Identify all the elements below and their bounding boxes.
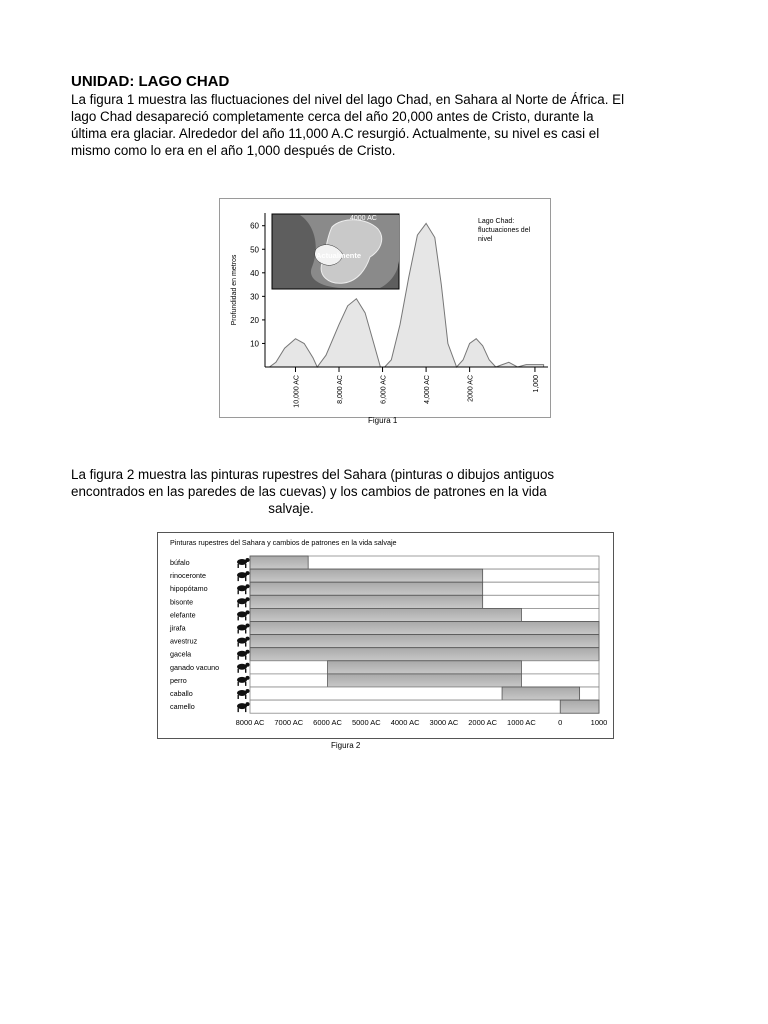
rock-paintings-chart — [157, 532, 614, 739]
animal-silhouette-icon — [237, 637, 250, 647]
figure1-caption: Figura 1 — [368, 416, 398, 425]
icon-leg — [245, 669, 246, 673]
icon-leg — [238, 682, 239, 686]
animal-silhouette-icon — [237, 558, 250, 568]
animal-silhouette-icon — [237, 702, 250, 712]
bar-2 — [250, 582, 483, 595]
icon-leg — [245, 564, 246, 568]
figure2-caption: Figura 2 — [331, 741, 361, 750]
x-tick-label: 4,000 AC — [424, 375, 432, 404]
icon-leg — [238, 643, 239, 647]
x-tick-label: 0 — [558, 718, 563, 728]
bar-8 — [328, 661, 522, 674]
icon-head — [246, 689, 250, 693]
y-tick-label: 50 — [250, 245, 259, 255]
legend-text-line: nivel — [478, 236, 493, 243]
bar-1 — [250, 569, 483, 582]
row-label: elefante — [170, 610, 196, 620]
row-label: rinoceronte — [170, 571, 206, 581]
x-tick-label: 4000 AC — [390, 718, 420, 728]
icon-leg — [238, 590, 239, 594]
bar-0 — [250, 556, 308, 569]
animal-silhouette-icon — [237, 571, 250, 581]
icon-leg — [238, 564, 239, 568]
page-heading: UNIDAD: LAGO CHAD — [71, 73, 230, 90]
bar-11 — [560, 700, 599, 713]
x-tick-label: 6000 AC — [313, 718, 342, 728]
legend-text-line: fluctuaciones del — [478, 227, 531, 234]
second-paragraph — [71, 466, 631, 517]
icon-leg — [245, 577, 246, 581]
icon-head — [246, 584, 250, 588]
icon-leg — [238, 708, 239, 712]
animal-silhouette-icon — [237, 597, 250, 607]
x-tick-label: 1000 AC — [507, 718, 536, 728]
icon-leg — [245, 590, 246, 594]
y-tick-label: 40 — [250, 268, 259, 278]
y-axis-label: Profundidad en metros — [231, 254, 238, 326]
bar-6 — [250, 635, 599, 648]
icon-head — [246, 676, 250, 680]
animal-silhouette-icon — [237, 584, 250, 594]
icon-head — [246, 624, 250, 628]
icon-leg — [245, 656, 246, 660]
icon-leg — [238, 630, 239, 634]
bar-7 — [250, 648, 599, 661]
row-label: avestruz — [170, 636, 198, 646]
icon-leg — [238, 669, 239, 673]
bar-3 — [250, 595, 483, 608]
icon-head — [246, 702, 250, 706]
x-tick-label: 7000 AC — [274, 718, 304, 728]
icon-leg — [245, 682, 246, 686]
animal-silhouette-icon — [237, 689, 250, 699]
animal-silhouette-icon — [237, 650, 250, 660]
lake-chad-level-chart — [219, 198, 551, 418]
second-paragraph-end: salvaje. — [268, 501, 314, 516]
icon-leg — [238, 656, 239, 660]
row-label: caballo — [170, 689, 193, 698]
intro-paragraph: La figura 1 muestra las fluctuaciones del nivel del lago Chad, en Sahara al Norte de África. El lago Chad desapareció completamente cerca del año 20,000 antes de Cristo, durante la última era glaciar. Alrededor del año 11,000 A.C resurgió. Actualmente, su nivel es casi el mismo como lo era en el año 1,000 después de Cristo. — [71, 92, 625, 158]
y-tick-label: 30 — [250, 292, 259, 302]
inset-label-actualmente: Actualmente — [316, 251, 362, 260]
icon-leg — [245, 630, 246, 634]
animal-silhouette-icon — [237, 610, 250, 620]
row-label: perro — [170, 675, 187, 685]
icon-leg — [238, 695, 239, 699]
y-tick-label: 10 — [250, 339, 259, 349]
y-tick-label: 60 — [250, 221, 259, 231]
bar-9 — [328, 674, 522, 687]
bar-4 — [250, 608, 521, 621]
bar-10 — [502, 687, 580, 700]
row-label: camello — [170, 702, 195, 712]
x-tick-label: 1000 — [590, 718, 608, 728]
x-tick-label: 2000 AC — [467, 375, 475, 402]
icon-head — [246, 650, 250, 654]
x-tick-label: 10,000 AC — [293, 375, 301, 408]
row-label: búfalo — [170, 558, 190, 567]
animal-silhouette-icon — [237, 676, 250, 686]
row-label: jirafa — [170, 623, 186, 633]
icon-leg — [245, 695, 246, 699]
icon-head — [246, 571, 250, 575]
animal-silhouette-icon — [237, 624, 250, 634]
icon-head — [246, 597, 250, 601]
animal-silhouette-icon — [237, 663, 250, 673]
icon-leg — [238, 616, 239, 620]
icon-head — [246, 610, 250, 614]
icon-leg — [245, 708, 246, 712]
legend-text-line: Lago Chad: — [478, 218, 515, 225]
row-label: ganado vacuno — [170, 662, 220, 672]
second-paragraph-main: La figura 2 muestra las pinturas rupestres del Sahara (pinturas o dibujos antiguos encontrados en las paredes de las cuevas) y los cambios de patrones en la vida — [71, 467, 555, 499]
x-tick-label: 6,000 AC — [380, 375, 388, 404]
icon-leg — [238, 577, 239, 581]
x-tick-label: 3000 AC — [429, 718, 459, 728]
icon-head — [246, 663, 250, 667]
row-label: bisonte — [170, 597, 194, 607]
bar-5 — [250, 622, 599, 635]
icon-head — [246, 558, 250, 562]
row-track — [250, 700, 599, 713]
inset-map — [272, 214, 399, 289]
x-tick-label: 5000 AC — [351, 718, 381, 728]
x-tick-label: 8000 AC — [235, 718, 265, 728]
y-tick-label: 20 — [250, 315, 259, 325]
row-label: hipopótamo — [170, 584, 208, 594]
icon-head — [246, 637, 250, 641]
x-tick-label: 1,000 — [532, 375, 540, 393]
inset-label-4000ac: 4000 AC — [350, 215, 377, 222]
x-tick-label: 2000 AC — [468, 718, 498, 728]
row-label: gacela — [170, 649, 192, 659]
icon-leg — [245, 603, 246, 607]
chart2-title: Pinturas rupestres del Sahara y cambios de patrones en la vida salvaje — [170, 538, 397, 547]
icon-leg — [245, 616, 246, 620]
icon-leg — [245, 643, 246, 647]
icon-leg — [238, 603, 239, 607]
x-tick-label: 8,000 AC — [337, 375, 345, 404]
